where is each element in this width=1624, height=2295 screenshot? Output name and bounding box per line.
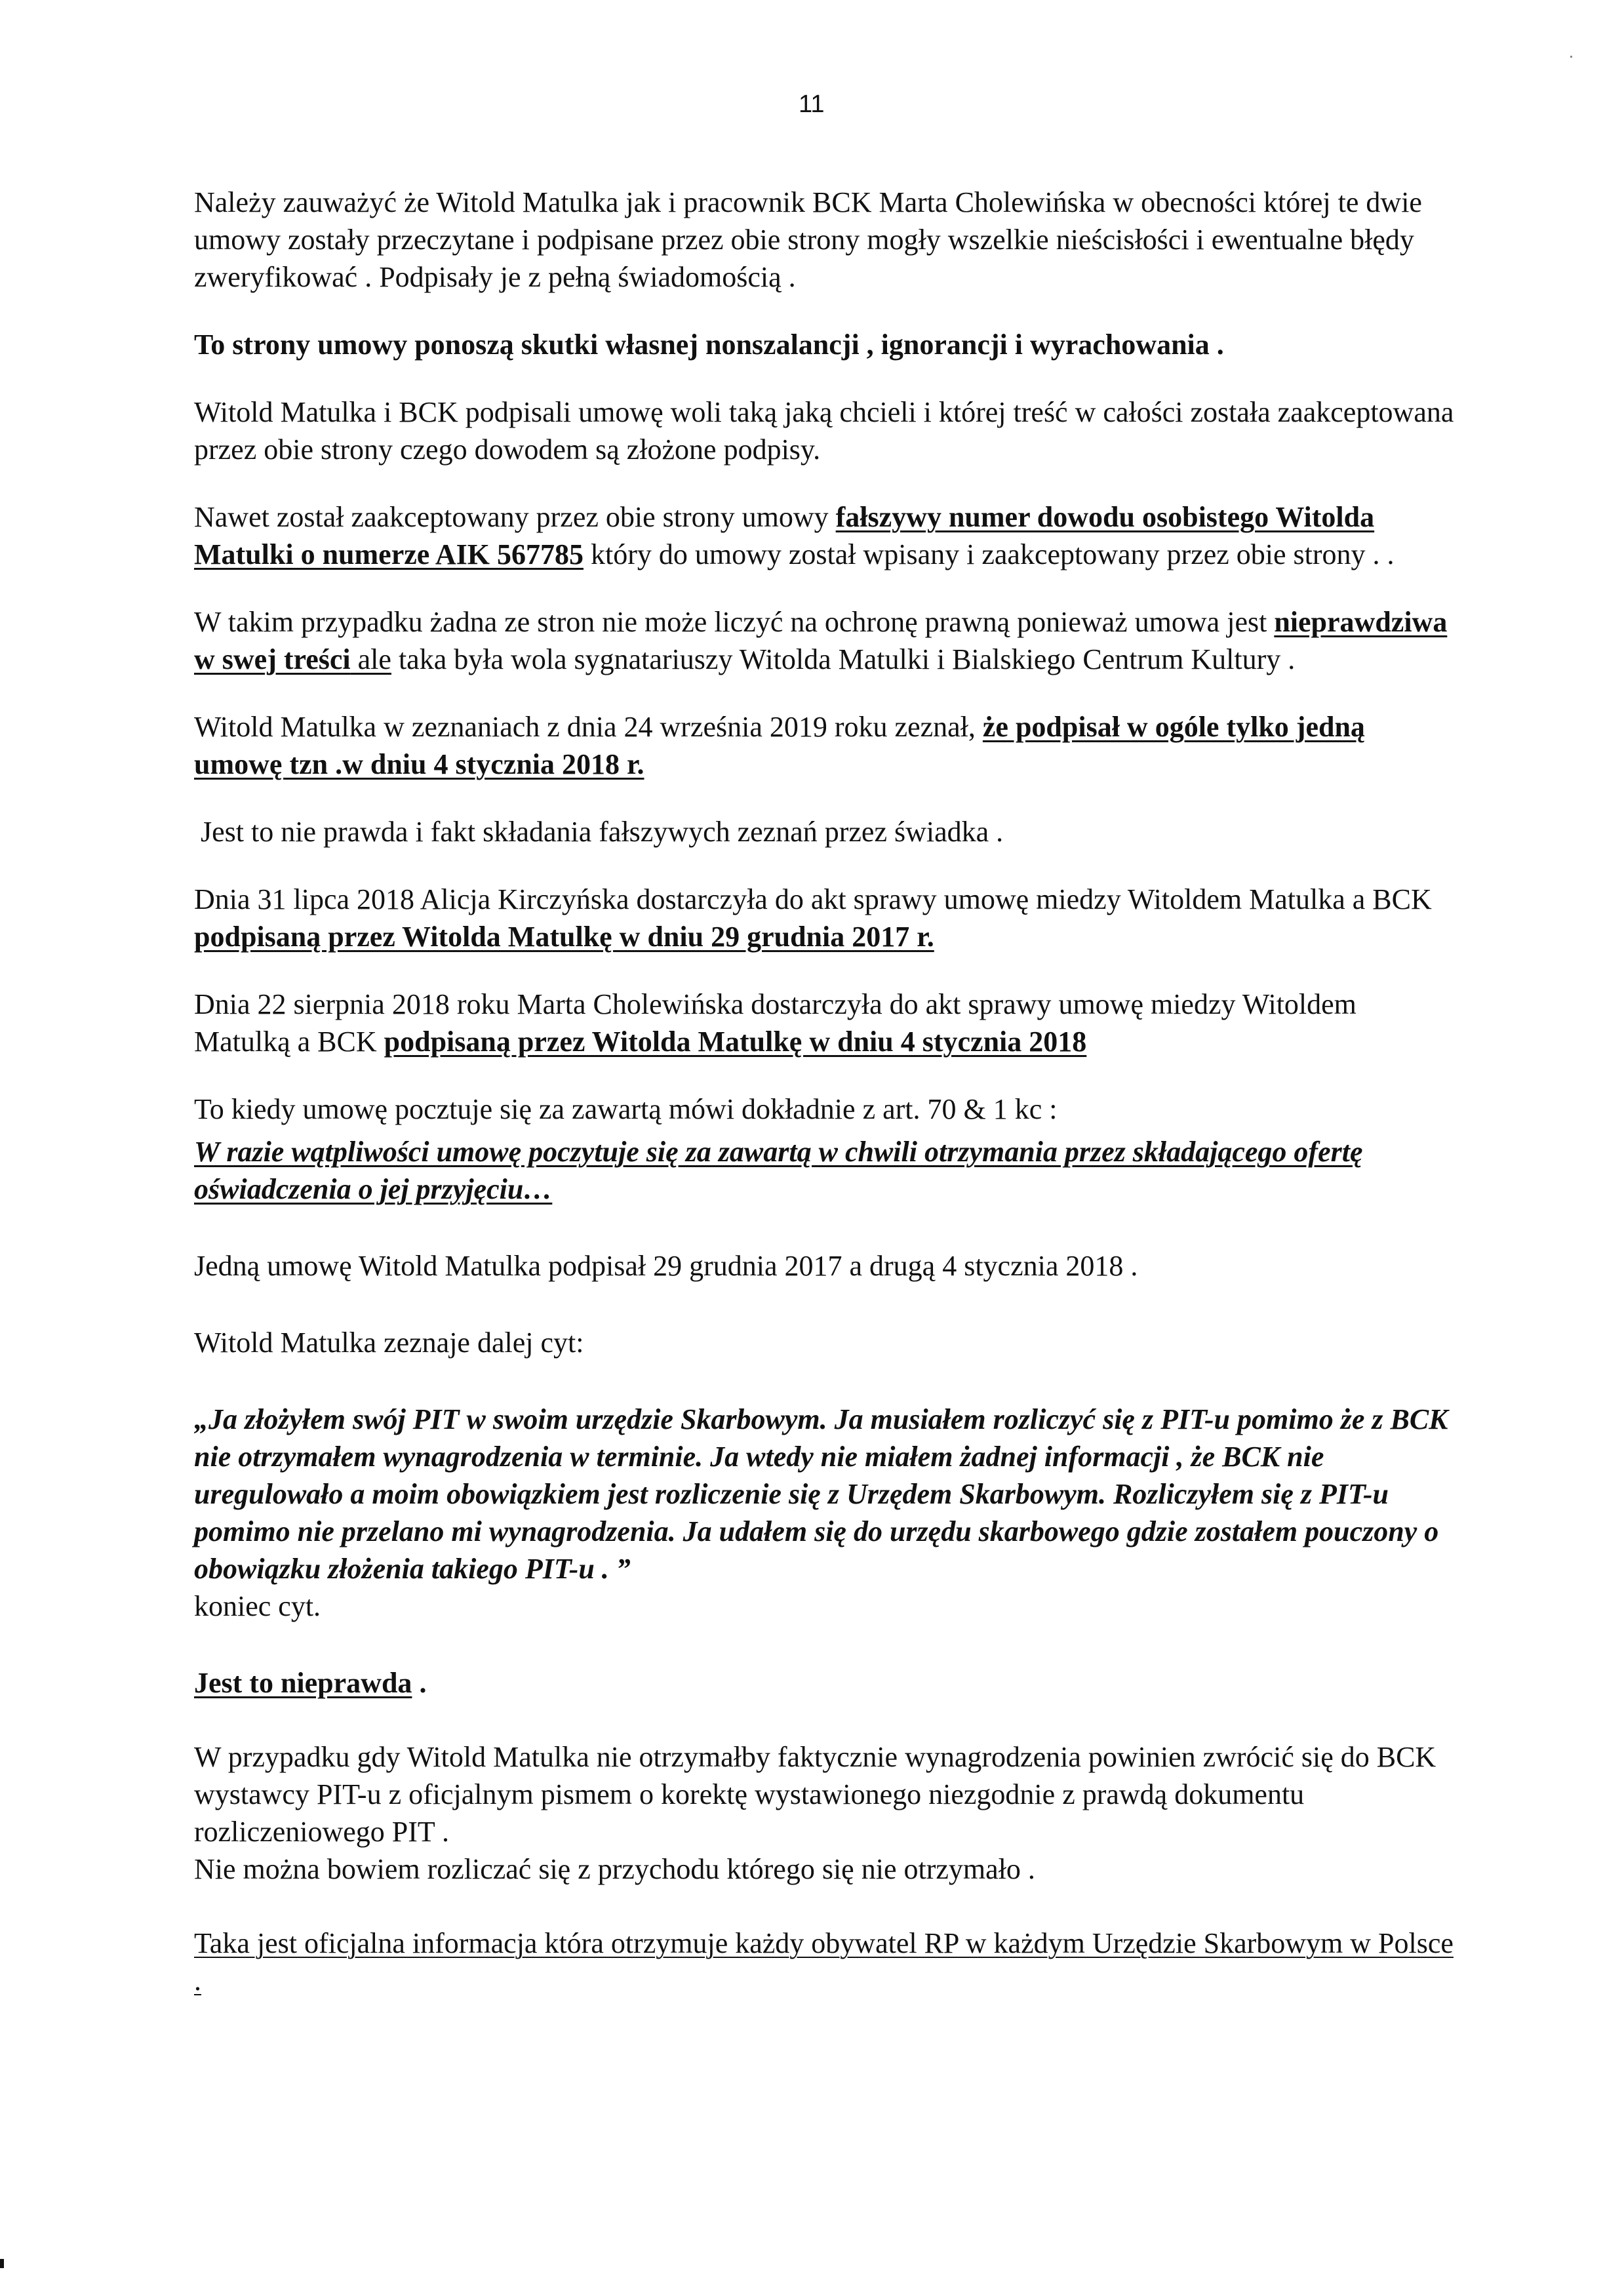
paragraph-15	[194, 1664, 1459, 1702]
paragraph-4-text-end: który do umowy został wpisany i zaakceptowany przez obie strony . .	[583, 538, 1395, 570]
paragraph-15-text-end: .	[412, 1667, 427, 1699]
paragraph-12: Jedną umowę Witold Matulka podpisał 29 grudnia 2017 a drugą 4 stycznia 2018 .	[194, 1250, 1138, 1282]
paragraph-1: Należy zauważyć że Witold Matulka jak i pracownik BCK Marta Cholewińska w obecności której te dwie umowy zostały przeczytane i podpisane przez obie strony mogły wszelkie nieścisłości i ewentualne błędy zweryfikować . Podpisały je z pełną świadomością .	[194, 186, 1422, 293]
paragraph-6-text: Witold Matulka w zeznaniach z dnia 24 września 2019 roku zeznał,	[194, 711, 983, 743]
paragraph-4	[194, 498, 1459, 573]
paragraph-15-emphasis: Jest to nieprawda	[194, 1667, 412, 1699]
document-body	[194, 184, 1459, 1999]
paragraph-8	[194, 881, 1459, 955]
paragraph-18: Taka jest oficjalna informacja która otrzymuje każdy obywatel RP w każdym Urzędzie Skarbowym w Polsce .	[194, 1927, 1454, 1997]
paragraph-5-text-end: taka była wola sygnatariuszy Witolda Matulki i Bialskiego Centrum Kultury .	[391, 643, 1296, 675]
scan-artifact	[1570, 56, 1572, 58]
paragraph-8-emphasis: podpisaną przez Witolda Matulkę w dniu 29 grudnia 2017 r.	[194, 921, 934, 953]
paragraph-5-emphasis-plain: ale	[350, 643, 391, 675]
paragraph-9	[194, 986, 1459, 1060]
paragraph-10: To kiedy umowę pocztuje się za zawartą mówi dokładnie z art. 70 & 1 kc :	[194, 1093, 1058, 1125]
paragraph-16: W przypadku gdy Witold Matulka nie otrzymałby faktycznie wynagrodzenia powinien zwrócić się do BCK wystawcy PIT-u z oficjalnym pismem o korektę wystawionego niezgodnie z prawdą dokumentu rozliczeniowego PIT .	[194, 1741, 1436, 1848]
paragraph-7: Jest to nie prawda i fakt składania fałszywych zeznań przez świadka .	[201, 816, 1004, 848]
paragraph-2: To strony umowy ponoszą skutki własnej nonszalancji , ignorancji i wyrachowania .	[194, 329, 1224, 361]
testimony-quote-end: koniec cyt.	[194, 1590, 321, 1622]
paragraph-8-text: Dnia 31 lipca 2018 Alicja Kirczyńska dostarczyła do akt sprawy umowę miedzy Witoldem Matulka a BCK	[194, 883, 1432, 915]
paragraph-5	[194, 603, 1459, 678]
paragraph-6-emphasis: że podpisał w ogóle tylko jedną umowę tzn .w dniu 4 stycznia 2018 r.	[194, 711, 1365, 780]
paragraph-9-emphasis: podpisaną przez Witolda Matulkę w dniu 4 stycznia 2018	[384, 1026, 1087, 1058]
page-number: 11	[799, 90, 825, 118]
testimony-quote	[194, 1401, 1459, 1625]
testimony-quote-text: „Ja złożyłem swój PIT w swoim urzędzie Skarbowym. Ja musiałem rozliczyć się z PIT-u pomimo że z BCK nie otrzymałem wynagrodzenia w terminie. Ja wtedy nie miałem żadnej informacji , że BCK nie uregulowało a moim obowiązkiem jest rozliczenie się z Urzędem Skarbowym. Rozliczyłem się z PIT-u pomimo nie przelano mi wynagrodzenia. Ja udałem się do urzędu skarbowego gdzie zostałem pouczony o obowiązku złożenia takiego PIT-u . ”	[194, 1403, 1448, 1585]
legal-citation: W razie wątpliwości umowę poczytuje się za zawartą w chwili otrzymania przez składającego ofertę oświadczenia o jej przyjęciu…	[194, 1136, 1363, 1205]
paragraph-5-text: W takim przypadku żadna ze stron nie może liczyć na ochronę prawną ponieważ umowa jest	[194, 606, 1275, 638]
paragraph-3: Witold Matulka i BCK podpisali umowę woli taką jaką chcieli i której treść w całości została zaakceptowana przez obie strony czego dowodem są złożone podpisy.	[194, 396, 1454, 466]
paragraph-6	[194, 708, 1459, 783]
paragraph-5-emphasis: nieprawdziwa w swej treści	[194, 606, 1448, 675]
scan-edge-mark	[0, 2259, 4, 2268]
paragraph-13: Witold Matulka zeznaje dalej cyt:	[194, 1327, 584, 1359]
paragraph-4-emphasis: fałszywy numer dowodu osobistego Witolda Matulki o numerze AIK 567785	[194, 501, 1375, 570]
paragraph-17: Nie można bowiem rozliczać się z przychodu którego się nie otrzymało .	[194, 1853, 1035, 1885]
paragraph-4-text: Nawet został zaakceptowany przez obie strony umowy	[194, 501, 836, 533]
paragraph-9-text: Dnia 22 sierpnia 2018 roku Marta Cholewińska dostarczyła do akt sprawy umowę miedzy Witoldem Matulką a BCK	[194, 988, 1357, 1058]
